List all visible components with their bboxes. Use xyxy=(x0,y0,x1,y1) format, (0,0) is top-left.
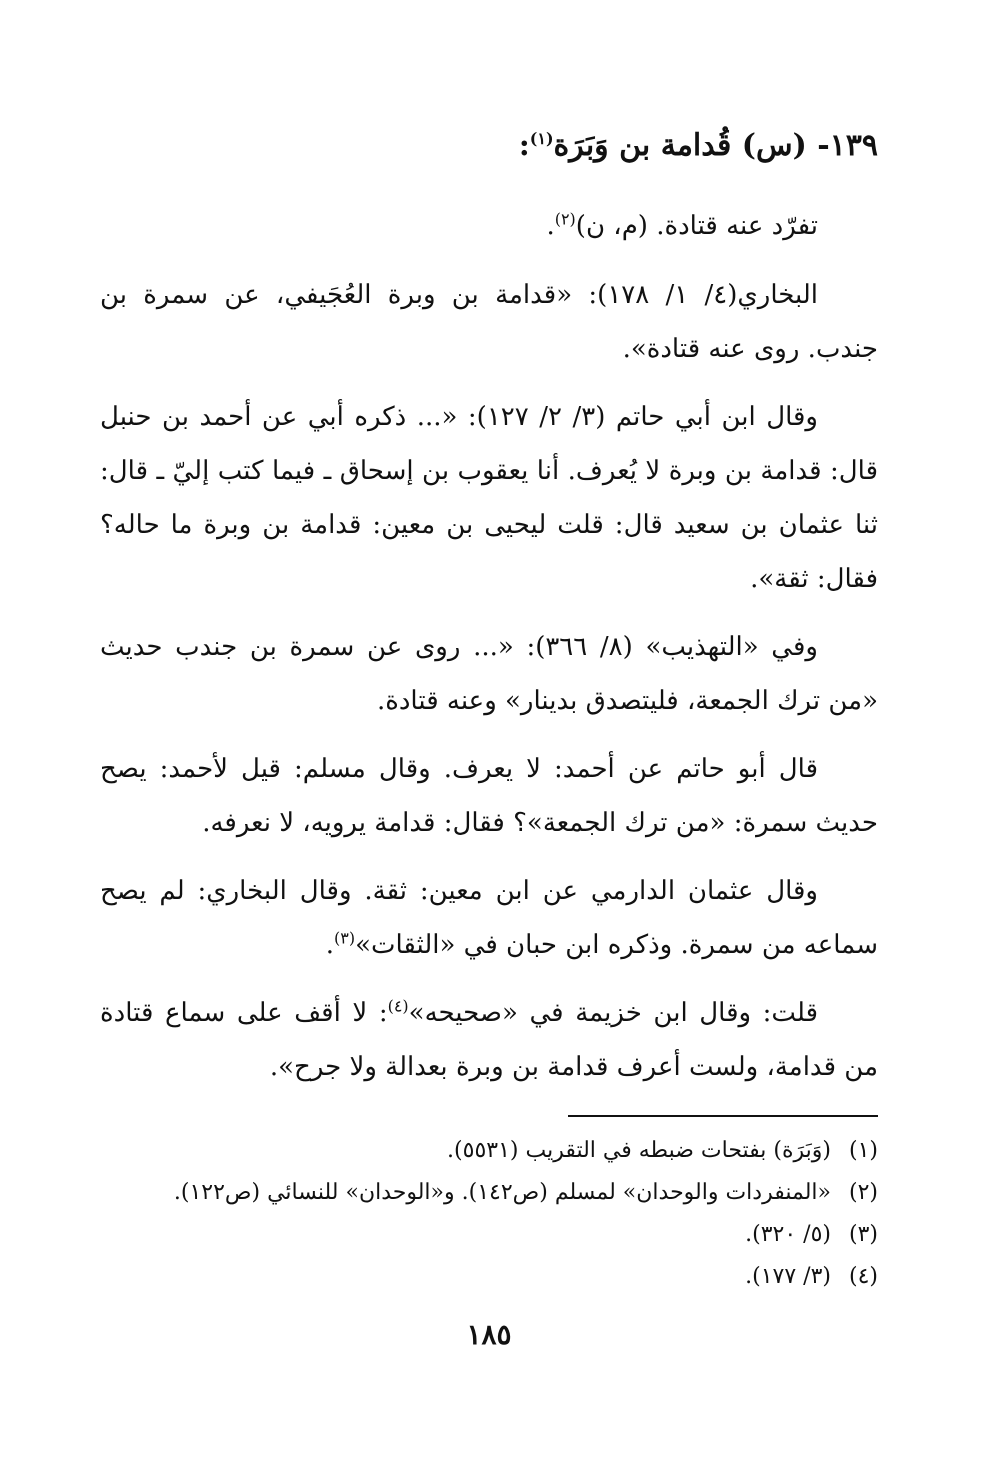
paragraph-ibn-khuzaymah xyxy=(100,986,878,1094)
paragraph-ibn-khuzaymah-text-b: : لا أقف على سماع قتادة من قدامة، ولست أعرف قدامة بن وبرة بعدالة ولا جرح». xyxy=(100,998,878,1082)
footnote-text: (٣/ ١٧٧). xyxy=(745,1264,831,1289)
footnote-ref-4[interactable]: (٤) xyxy=(387,996,409,1016)
body-text xyxy=(100,268,878,1108)
footnote-number: (١) xyxy=(848,1138,878,1163)
footnote-1 xyxy=(100,1130,878,1172)
page-number: ١٨٥ xyxy=(466,1318,512,1351)
footnote-divider xyxy=(568,1115,878,1117)
paragraph-abu-hatim: قال أبو حاتم عن أحمد: لا يعرف. وقال مسلم: قيل لأحمد: يصح حديث سمرة: «من ترك الجمعة»؟ فقال: قدامة يرويه، لا نعرفه. xyxy=(100,754,878,838)
footnote-number: (٤) xyxy=(848,1264,878,1289)
paragraph-bukhari: البخاري(٤/ ١/ ١٧٨): «قدامة بن وبرة العُجَيفي، عن سمرة بن جندب. روى عنه قتادة». xyxy=(100,280,878,364)
paragraph-darimi-end: . xyxy=(325,930,334,960)
narrator-note-end: . xyxy=(546,211,555,241)
entry-title: ١٣٩- (س) قُدامة بن وَبَرَة xyxy=(553,128,878,163)
footnote-text: (٥/ ٣٢٠). xyxy=(745,1222,831,1247)
footnotes xyxy=(100,1130,878,1298)
entry-heading xyxy=(100,128,878,164)
footnote-ref-3[interactable]: (٣) xyxy=(333,928,356,948)
footnote-text: «المنفردات والوحدان» لمسلم (ص١٤٢). و«الوحدان» للنسائي (ص١٢٢). xyxy=(173,1180,831,1205)
paragraph-tahdhib: وفي «التهذيب» (٨/ ٣٦٦): «... روى عن سمرة بن جندب حديث «من ترك الجمعة، فليتصدق بدينار» وعنه قتادة. xyxy=(100,632,878,716)
paragraph-ibn-khuzaymah-text-a: قلت: وقال ابن خزيمة في «صحيحه» xyxy=(408,998,818,1028)
footnote-ref-2[interactable]: (٢) xyxy=(554,209,576,229)
footnote-number: (٢) xyxy=(848,1180,878,1205)
book-page xyxy=(100,0,878,1457)
paragraph-darimi-text: وقال عثمان الدارمي عن ابن معين: ثقة. وقال البخاري: لم يصح سماعه من سمرة. وذكره ابن حبان في «الثقات» xyxy=(100,876,878,960)
footnote-ref-1[interactable]: (١) xyxy=(529,129,554,148)
footnote-4 xyxy=(100,1256,878,1298)
heading-colon: : xyxy=(518,128,530,163)
narrator-note xyxy=(100,208,818,244)
footnote-number: (٣) xyxy=(848,1222,878,1247)
footnote-3 xyxy=(100,1214,878,1256)
paragraph-ibn-abi-hatim: وقال ابن أبي حاتم (٣/ ٢/ ١٢٧): «... ذكره أبي عن أحمد بن حنبل قال: قدامة بن وبرة لا يُعرف. أنا يعقوب بن إسحاق ـ فيما كتب إليّ ـ قال: ثنا عثمان بن سعيد قال: قلت ليحيى بن معين: قدامة بن وبرة ما حاله؟ فقال: ثقة». xyxy=(100,402,878,594)
narrator-note-text: تفرّد عنه قتادة. (م، ن) xyxy=(575,211,818,241)
footnote-2 xyxy=(100,1172,878,1214)
footnote-text: (وَبَرَة) بفتحات ضبطه في التقريب (٥٥٣١). xyxy=(447,1138,831,1163)
paragraph-darimi xyxy=(100,864,878,972)
